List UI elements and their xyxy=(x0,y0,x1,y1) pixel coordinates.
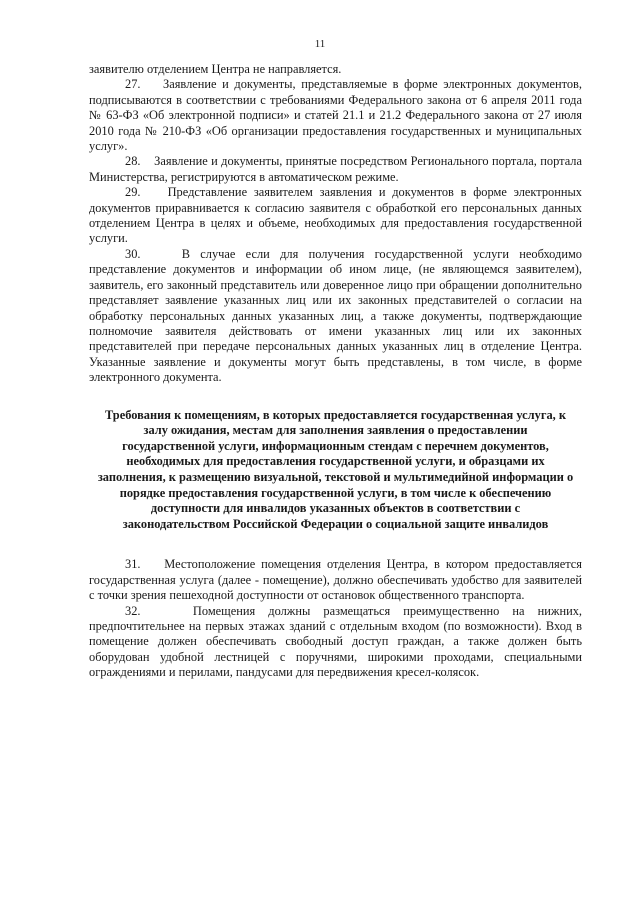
page-number: 11 xyxy=(314,38,326,50)
document-body xyxy=(89,62,582,681)
paragraph: 29. Представление заявителем заявления и документов в форме электронных документов приравнивается к согласию заявителя с обработкой его персональных данных отделением Центра в целях и объеме, необходимых для предоставления государственной услуги. xyxy=(89,185,582,246)
paragraph: заявителю отделением Центра не направляется. xyxy=(89,62,342,76)
paragraph: 30. В случае если для получения государственной услуги необходимо представление документов и информации об ином лице, (не являющемся заявителем), заявитель, его законный представитель или доверенное лицо при обращении дополнительно представляет заявление указанных лиц или их законных представителей о согласии на обработку персональных данных указанных лиц, а также документы, подтверждающие полномочие заявителя действовать от имени указанных лиц или их законных представителей при передаче персональных данных указанных лиц в отделение Центра. Указанные заявление и документы могут быть представлены, в том числе, в форме электронного документа. xyxy=(89,246,582,385)
paragraph: 31. Местоположение помещения отделения Центра, в котором предоставляется государственная услуга (далее - помещение), должно обеспечивать удобство для заявителей с точки зрения пешеходной доступности от остановок общественного транспорта. xyxy=(89,557,582,603)
section-heading: Требования к помещениям, в которых предоставляется государственная услуга, к залу ожидания, местам для заполнения заявления о предоставлении государственной услуги, информационным стендам с перечнем документов, необходимых для предоставления государственной услуги, и образцами их заполнения, к размещению визуальной, текстовой и мультимедийной информации о порядке предоставления государственной услуги, в том числе к обеспечению доступности для инвалидов указанных объектов в соответствии с законодательством Российской Федерации о социальной защите инвалидов xyxy=(97,407,574,531)
paragraph-group-bottom xyxy=(89,557,582,680)
paragraph: 28. Заявление и документы, принятые посредством Регионального портала, портала Министерства, регистрируются в автоматическом режиме. xyxy=(89,154,582,184)
paragraph: 27. Заявление и документы, представляемые в форме электронных документов, подписываются в соответствии с требованиями Федерального закона от 6 апреля 2011 года № 63-ФЗ «Об электронной подписи» и статей 21.1 и 21.2 Федерального закона от 27 июля 2010 года № 210-ФЗ «Об организации предоставления государственных и муниципальных услуг». xyxy=(89,77,582,154)
paragraph-group-top xyxy=(89,62,582,386)
paragraph: 32. Помещения должны размещаться преимущественно на нижних, предпочтительнее на первых этажах зданий с отдельным входом (по возможности). Вход в помещение должен обеспечивать свободный доступ граждан, а также должен быть оборудован удобной лестницей с поручнями, широкими проходами, специальными ограждениями и перилами, пандусами для передвижения кресел-колясок. xyxy=(89,603,582,680)
